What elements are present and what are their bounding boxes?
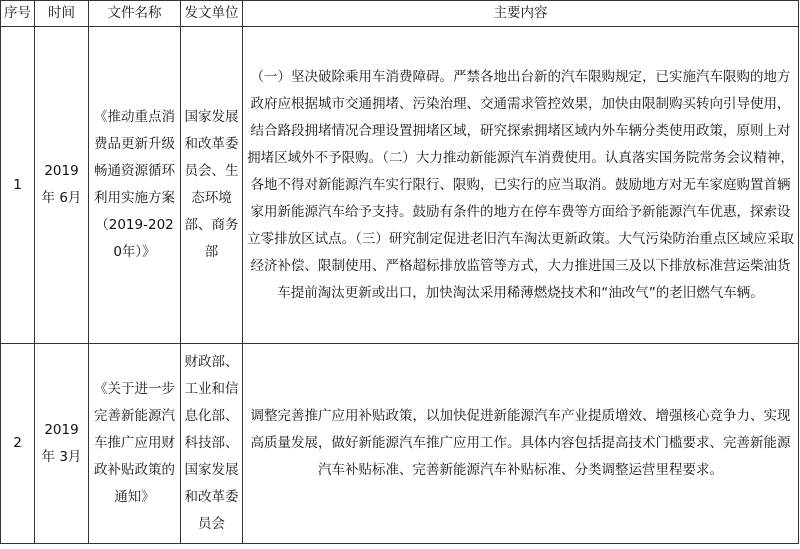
header-doc-name: 文件名称: [89, 1, 181, 27]
table-row: [1, 27, 799, 344]
header-content: 主要内容: [243, 1, 799, 27]
row-issuer: 财政部、工业和信息化部、科技部、国家发展和改革委员会: [181, 344, 243, 544]
row-content: 调整完善推广应用补贴政策，以加快促进新能源汽车产业提质增效、增强核心竞争力、实现高质量发展，做好新能源汽车推广应用工作。具体内容包括提高技术门槛要求、完善新能源汽车补贴标准、完善新能源汽车补贴标准、分类调整运营里程要求。: [243, 344, 799, 544]
row-doc-name: 《关于进一步完善新能源汽车推广应用财政补贴政策的通知》: [89, 344, 181, 544]
header-time: 时间: [35, 1, 89, 27]
row-issuer: 国家发展和改革委员会、生态环境部、商务部: [181, 27, 243, 344]
header-index: 序号: [1, 1, 35, 27]
header-issuer: 发文单位: [181, 1, 243, 27]
row-content: （一）坚决破除乘用车消费障碍。严禁各地出台新的汽车限购规定，已实施汽车限购的地方政府应根据城市交通拥堵、污染治理、交通需求管控效果，加快由限制购买转向引导使用，结合路段拥堵情况合理设置拥堵区域，研究探索拥堵区域内外车辆分类使用政策，原则上对拥堵区域外不予限购。（二）大力推动新能源汽车消费使用。认真落实国务院常务会议精神，各地不得对新能源汽车实行限行、限购，已实行的应当取消。鼓励地方对无车家庭购置首辆家用新能源汽车给予支持。鼓励有条件的地方在停车费等方面给予新能源汽车优惠，探索设立零排放区试点。（三）研究制定促进老旧汽车淘汰更新政策。大气污染防治重点区域应采取经济补偿、限制使用、严格超标排放监管等方式，大力推进国三及以下排放标准营运柴油货车提前淘汰更新或出口，加快淘汰采用稀薄燃烧技术和“油改气”的老旧燃气车辆。: [243, 27, 799, 344]
row-index: 2: [1, 344, 35, 544]
row-time: 2019 年 6月: [35, 27, 89, 344]
table-row: [1, 344, 799, 544]
row-index: 1: [1, 27, 35, 344]
row-time: 2019 年 3月: [35, 344, 89, 544]
table-header-row: [1, 1, 799, 27]
row-doc-name: 《推动重点消费品更新升级畅通资源循环利用实施方案（2019-2020年）》: [89, 27, 181, 344]
